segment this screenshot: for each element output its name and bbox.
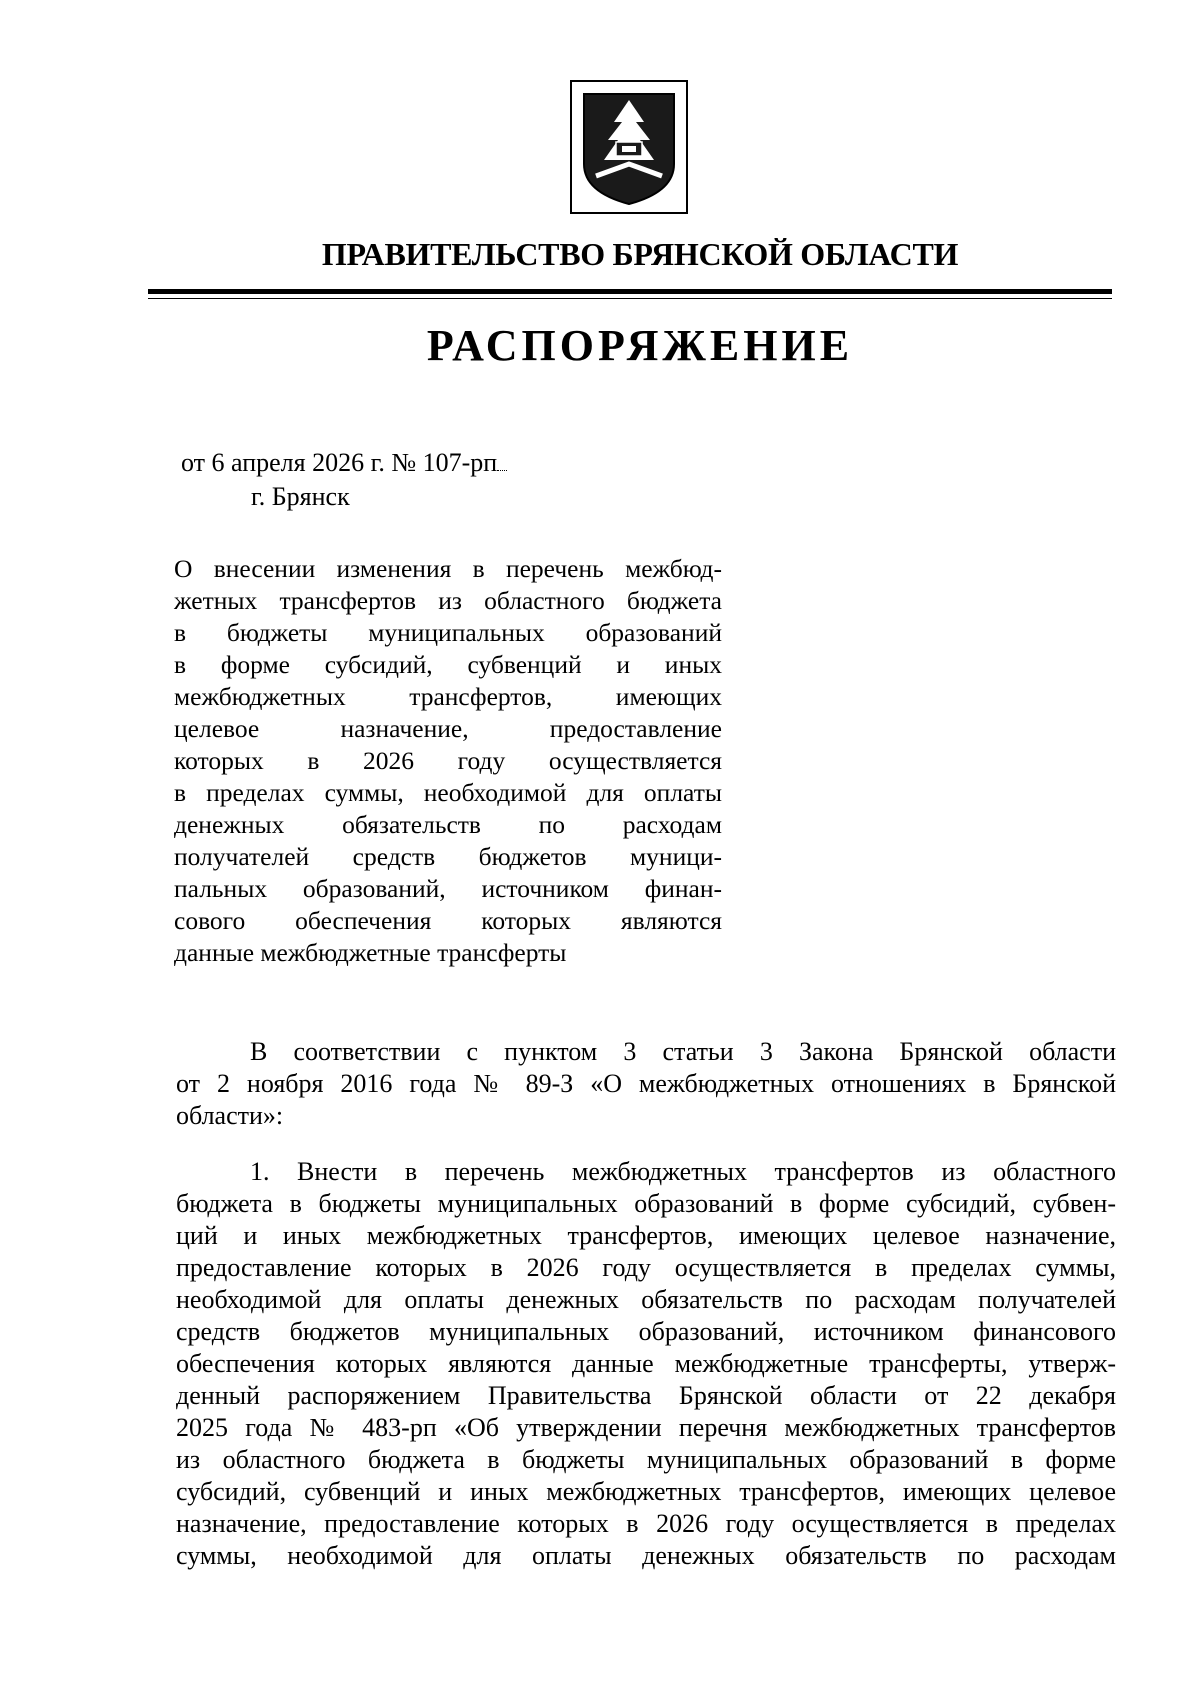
document-type: РАСПОРЯЖЕНИЕ [426,321,854,370]
preamble-paragraph [176,1036,1116,1132]
body-line: обеспечения которых являются данные межбюджетные трансферты, утверж- [176,1349,1116,1378]
subject-line: данные межбюджетные трансферты [174,938,567,967]
header-rule-thin [148,298,1112,299]
item-1-paragraph [176,1156,1116,1572]
body-line: от 2 ноября 2016 года № 89-З «О межбюджетных отношениях в Брянской [176,1069,1116,1098]
header-rule-thick [148,289,1112,294]
subject-line: в бюджеты муниципальных образований [174,618,722,647]
subject-line: в пределах суммы, необходимой для оплаты [174,778,722,807]
government-title: ПРАВИТЕЛЬСТВО БРЯНСКОЙ ОБЛАСТИ [321,236,959,272]
subject-line: жетных трансфертов из областного бюджета [174,586,722,615]
date-number-text: от 6 апреля 2026 г. № 107-рп [181,448,498,477]
subject-line: межбюджетных трансфертов, имеющих [174,682,722,711]
document-subject [174,553,722,969]
signature-blank [497,448,507,471]
body-line: необходимой для оплаты денежных обязательств по расходам получателей [176,1285,1116,1314]
subject-line: денежных обязательств по расходам [174,810,722,839]
body-line: суммы, необходимой для оплаты денежных обязательств по расходам [176,1541,1116,1570]
subject-line: которых в 2026 году осуществляется [174,746,722,775]
body-line: назначение, предоставление которых в 2026 году осуществляется в пределах [176,1509,1116,1538]
coat-of-arms-icon [570,80,688,214]
document-body [176,1036,1116,1572]
body-line: ций и иных межбюджетных трансфертов, имеющих целевое назначение, [176,1221,1116,1250]
subject-line: О внесении изменения в перечень межбюд- [174,554,722,583]
city-line: г. Брянск [251,482,350,511]
body-line: денный распоряжением Правительства Брянской области от 22 декабря [176,1381,1116,1410]
body-line: В соответствии с пунктом 3 статьи 3 Закона Брянской области [250,1037,1116,1066]
body-line: бюджета в бюджеты муниципальных образований в форме субсидий, субвен- [176,1189,1116,1218]
subject-line: пальных образований, источником финан- [174,874,722,903]
subject-line: получателей средств бюджетов муници- [174,842,722,871]
subject-line: сового обеспечения которых являются [174,906,722,935]
date-number-line [181,448,507,478]
subject-line: целевое назначение, предоставление [174,714,722,743]
subject-line: в форме субсидий, субвенций и иных [174,650,722,679]
body-line: субсидий, субвенций и иных межбюджетных трансфертов, имеющих целевое [176,1477,1116,1506]
body-line: из областного бюджета в бюджеты муниципальных образований в форме [176,1445,1116,1474]
body-line: 2025 года № 483-рп «Об утверждении перечня межбюджетных трансфертов [176,1413,1116,1442]
body-line: 1. Внести в перечень межбюджетных трансфертов из областного [250,1157,1116,1186]
body-line: предоставление которых в 2026 году осуществляется в пределах суммы, [176,1253,1116,1282]
body-line: области»: [176,1101,284,1130]
body-line: средств бюджетов муниципальных образований, источником финансового [176,1317,1116,1346]
